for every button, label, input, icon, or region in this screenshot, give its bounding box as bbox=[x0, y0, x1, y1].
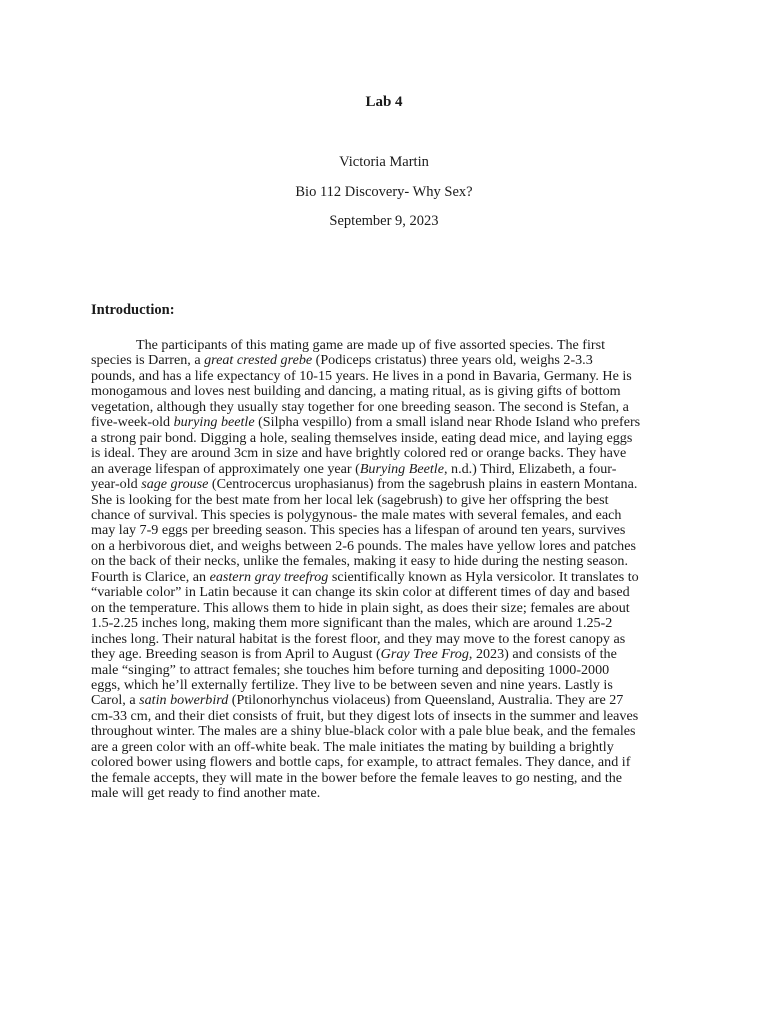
paragraph-line: the female accepts, they will mate in the bower before the female leaves to go nesting, and the bbox=[91, 769, 623, 786]
paragraph-line: Fourth is Clarice, an eastern gray treefrog scientifically known as Hyla versicolor. It translates to bbox=[91, 568, 639, 585]
paragraph-line: male will get ready to find another mate. bbox=[91, 785, 321, 802]
paragraph-line: “variable color” in Latin because it can change its skin color at different times of day and based bbox=[91, 584, 630, 601]
italic-term: Gray Tree Frog bbox=[380, 646, 469, 663]
paragraph-line: vegetation, although they usually stay together for one breeding season. The second is Stefan, a bbox=[91, 398, 629, 415]
paragraph-line: throughout winter. The males are a shiny blue-black color with a pale blue beak, and the females bbox=[91, 723, 636, 740]
paragraph-line: on the temperature. This allows them to hide in plain sight, as does their size; females are about bbox=[91, 599, 630, 616]
paragraph-line: an average lifespan of approximately one year (Burying Beetle, n.d.) Third, Elizabeth, a four- bbox=[91, 460, 617, 477]
paragraph-line: a strong pair bond. Digging a hole, sealing themselves inside, eating dead mice, and laying eggs bbox=[91, 429, 633, 446]
paragraph-line: is ideal. They are around 3cm in size and have brightly colored red or orange backs. They have bbox=[91, 445, 627, 462]
paragraph-line: male “singing” to attract females; she touches him before turning and depositing 1000-2000 bbox=[91, 661, 610, 678]
paragraph-line: on the back of their necks, unlike the females, making it easy to hide during the nesting season. bbox=[91, 553, 628, 570]
paragraph-line: cm-33 cm, and their diet consists of fruit, but they digest lots of insects in the summer and leaves bbox=[91, 707, 639, 724]
italic-term: great crested grebe bbox=[204, 352, 313, 369]
document-date: September 9, 2023 bbox=[329, 213, 439, 229]
paragraph-line: 1.5-2.25 inches long, making them more significant than the males, which are around 1.25-2 bbox=[91, 615, 613, 632]
italic-term: burying beetle bbox=[173, 414, 255, 431]
italic-term: eastern gray treefrog bbox=[209, 568, 329, 585]
author-name: Victoria Martin bbox=[339, 154, 429, 170]
paragraph-line: five-week-old burying beetle (Silpha vespillo) from a small island near Rhode Island who prefers bbox=[91, 414, 641, 431]
document-title: Lab 4 bbox=[365, 94, 403, 110]
paragraph-line: pounds, and has a life expectancy of 10-15 years. He lives in a pond in Bavaria, Germany. He is bbox=[91, 367, 632, 384]
paragraph-line: She is looking for the best mate from her local lek (sagebrush) to give her offspring the best bbox=[91, 491, 609, 508]
paragraph-line: inches long. Their natural habitat is the forest floor, and they may move to the forest canopy as bbox=[91, 630, 626, 647]
paragraph-line: species is Darren, a great crested grebe (Podiceps cristatus) three years old, weighs 2-3.3 bbox=[91, 352, 593, 369]
introduction-heading: Introduction: bbox=[91, 302, 175, 318]
paragraph-line: chance of survival. This species is polygynous- the male mates with several females, and each bbox=[91, 506, 622, 523]
italic-term: sage grouse bbox=[141, 476, 209, 493]
paragraph-line: colored bower using flowers and bottle caps, for example, to attract females. They dance, and if bbox=[91, 754, 631, 771]
paragraph-line: Carol, a satin bowerbird (Ptilonorhynchus violaceus) from Queensland, Australia. They are 27 bbox=[91, 692, 624, 709]
paragraph-line: The participants of this mating game are made up of five assorted species. The first bbox=[136, 337, 605, 353]
paragraph-line: on a herbivorous diet, and weighs between 2-6 pounds. The males have yellow lores and patches bbox=[91, 537, 636, 554]
paragraph-line: they age. Breeding season is from April to August (Gray Tree Frog, 2023) and consists of the bbox=[91, 646, 617, 663]
paragraph-line: eggs, which he’ll externally fertilize. They live to be between seven and nine years. Lastly is bbox=[91, 676, 613, 693]
introduction-paragraph bbox=[91, 338, 680, 802]
paragraph-line: may lay 7-9 eggs per breeding season. This species has a lifespan of around ten years, survives bbox=[91, 522, 626, 539]
paragraph-line: monogamous and loves nest building and dancing, a mating ritual, as is giving gifts of bottom bbox=[91, 383, 621, 400]
paragraph-line: year-old sage grouse (Centrocercus urophasianus) from the sagebrush plains in eastern Montana. bbox=[91, 476, 638, 493]
paragraph-line: are a green color with an off-white beak. The male initiates the mating by building a brightly bbox=[91, 738, 614, 755]
italic-term: Burying Beetle bbox=[359, 460, 444, 477]
course-name: Bio 112 Discovery- Why Sex? bbox=[295, 184, 473, 200]
italic-term: satin bowerbird bbox=[139, 692, 229, 709]
